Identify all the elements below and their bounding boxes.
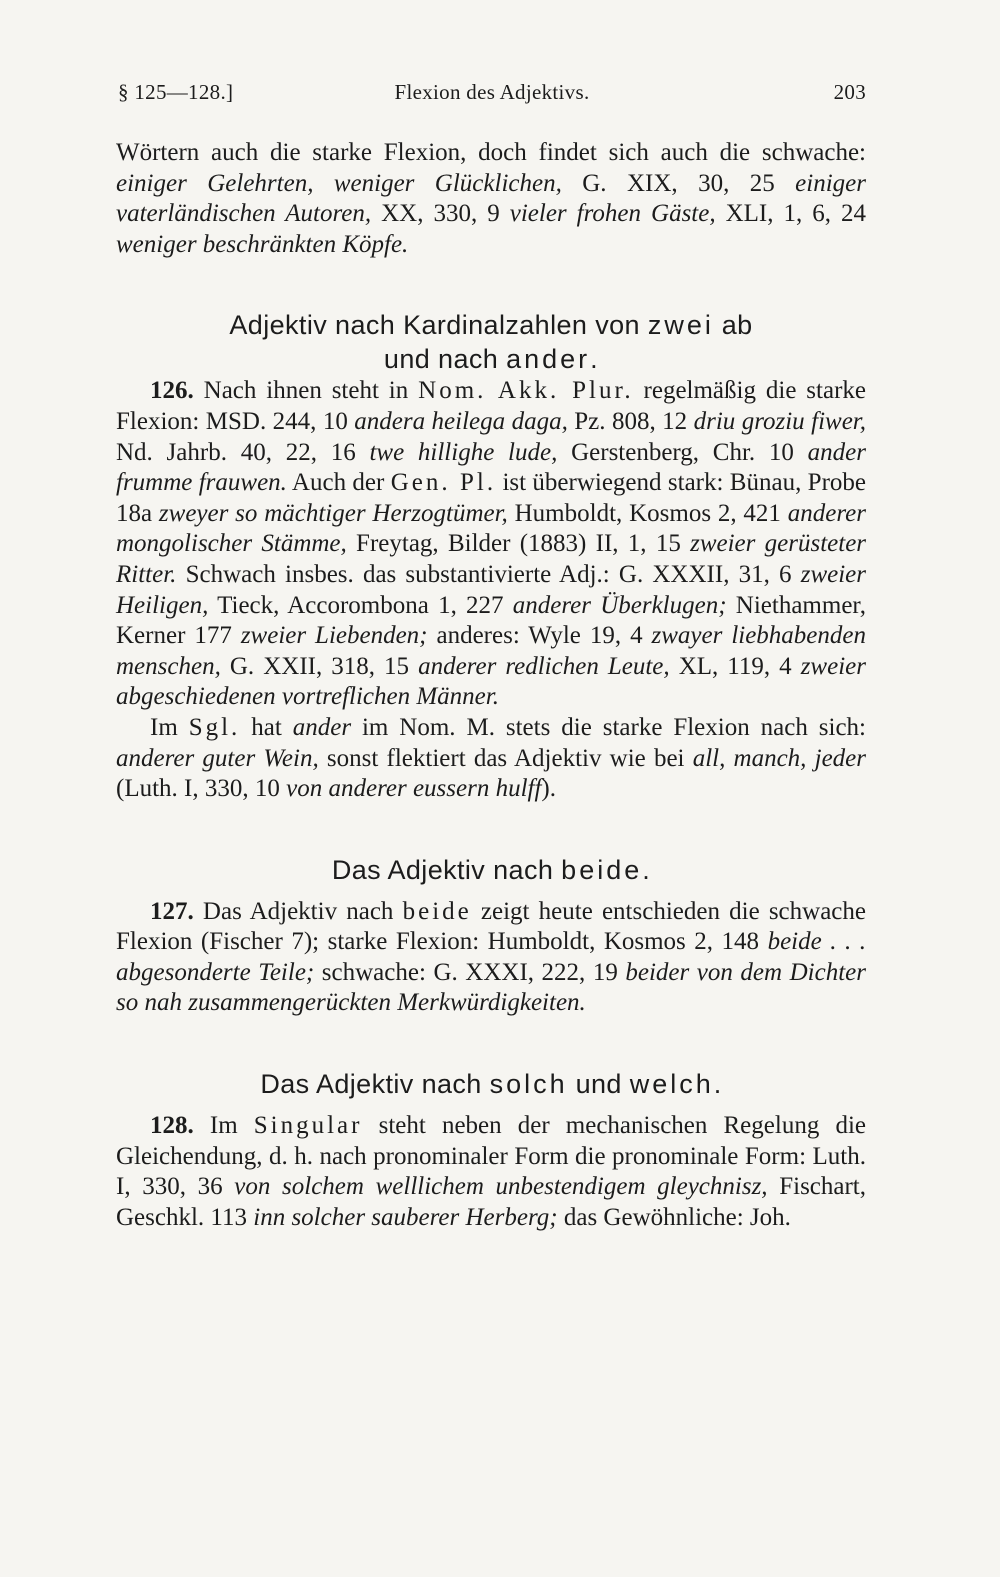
text: XX, 330, 9	[371, 200, 510, 228]
heading-text: .	[713, 1069, 722, 1100]
example: vieler frohen Gäste,	[509, 200, 716, 228]
example: von anderer eussern hulff	[286, 775, 542, 803]
heading-text: Das Adjektiv nach	[331, 854, 562, 885]
example: zwayer liebhabenden menschen,	[116, 622, 866, 680]
text: Fischart, Geschkl. 113	[116, 1173, 867, 1231]
example: anderer Überklugen;	[512, 591, 727, 619]
heading-spaced: beide	[561, 854, 643, 885]
section-126-singular	[116, 713, 866, 805]
heading-kardinalzahlen	[116, 308, 866, 376]
text: sonst flektiert das Adjektiv wie bei	[318, 744, 693, 772]
example: ander	[292, 713, 352, 741]
example: beider von dem Dichter so nah zusammengerückten Merkwürdigkeiten.	[116, 958, 866, 1017]
section-126	[116, 376, 866, 713]
example: anderer mongolischer Stämme,	[116, 499, 866, 558]
text: G. XXII, 318, 15	[220, 652, 419, 680]
example: einiger vaterländischen Autoren,	[116, 169, 866, 228]
paragraph-continuation	[116, 138, 866, 260]
example: anderer redlichen Leute,	[418, 652, 670, 680]
heading-text: Das Adjektiv nach	[260, 1069, 490, 1100]
text: regelmäßig die starke Flexion: MSD. 244, 10	[116, 377, 866, 435]
text: steht neben der mechanischen Regelung die Gleichendung, d. h. nach pronominaler Form die pronominale Form: Luth. I, 330, 36	[116, 1112, 866, 1201]
example: ander frumme frauwen.	[116, 438, 866, 497]
example: inn solcher sauberer Herberg;	[253, 1203, 558, 1231]
text: Das Adjektiv nach	[193, 897, 403, 925]
example: zweier abgeschiedenen vortreflichen Männer.	[116, 652, 866, 711]
example: zweier gerüsteter Ritter.	[116, 530, 867, 588]
heading-text: .	[590, 344, 599, 375]
example: twe hillighe lude,	[369, 438, 558, 466]
text: Humboldt, Kosmos 2, 421	[507, 499, 788, 527]
heading-text: ab	[713, 310, 753, 341]
text: Tieck, Accorombona 1, 227	[208, 591, 513, 619]
text: XLI, 1, 6, 24	[715, 200, 867, 228]
example: einiger Gelehrten, weniger Glücklichen,	[116, 169, 562, 197]
text: Auch der	[286, 469, 391, 497]
text: Nd. Jahrb. 40, 22, 16	[116, 438, 370, 466]
section-range: § 125—128.]	[118, 80, 234, 104]
heading-text: Adjektiv nach Kardinalzahlen von	[229, 310, 648, 341]
example: zweier Heiligen,	[116, 560, 866, 619]
text: Freytag, Bilder (1883) II, 1, 15	[346, 530, 691, 558]
text: im Nom. M. stets die starke Flexion nach sich:	[351, 713, 866, 741]
spaced-text: Nom. Akk. Plur.	[418, 377, 634, 405]
heading-spaced: ander	[506, 344, 591, 375]
heading-spaced: welch	[629, 1069, 714, 1100]
spaced-text: Singular	[253, 1112, 363, 1140]
example: zweier Liebenden;	[240, 622, 428, 650]
text: zeigt heute entschieden die schwache Flexion (Fischer 7); starke Flexion: Humboldt, Kosmos 2, 148	[116, 897, 866, 956]
text: hat	[240, 713, 293, 741]
example: beide . . . abgesonderte Teile;	[116, 928, 867, 986]
text: G. XIX, 30, 25	[561, 169, 796, 197]
text: Nach ihnen steht in	[193, 377, 419, 405]
section-128	[116, 1111, 866, 1233]
example: von solchem welllichem unbestendigem gleychnisz,	[234, 1173, 768, 1201]
running-header	[118, 80, 866, 110]
text: Wörtern auch die starke Flexion, doch findet sich auch die schwache:	[116, 139, 866, 166]
heading-text: und nach	[383, 344, 507, 375]
text: Pz. 808, 12	[567, 407, 694, 435]
text: Niethammer, Kerner 177	[116, 591, 866, 650]
example: anderer guter Wein,	[116, 744, 319, 772]
example: andera heilega daga,	[354, 407, 568, 435]
section-127	[116, 897, 866, 1019]
section-number: 128.	[150, 1112, 194, 1140]
page-number: 203	[833, 80, 866, 104]
example: weniger beschränkten Köpfe.	[116, 230, 409, 258]
text: XL, 119, 4	[669, 652, 801, 680]
section-number: 126.	[150, 377, 194, 405]
running-title: Flexion des Adjektivs.	[394, 80, 590, 104]
heading-text: .	[642, 854, 651, 885]
spaced-text: Sgl.	[188, 713, 241, 741]
section-number: 127.	[150, 897, 194, 925]
spaced-text: Gen. Pl.	[390, 469, 497, 497]
heading-text: und	[567, 1069, 630, 1100]
text: Gerstenberg, Chr. 10	[557, 438, 808, 466]
text: schwache: G. XXXI, 222, 19	[314, 958, 626, 986]
page-body	[116, 138, 866, 1233]
spaced-text: beide	[402, 897, 472, 925]
heading-spaced: zwei	[647, 310, 714, 341]
text: (Luth. I, 330, 10	[116, 775, 287, 803]
example: zweyer so mächtiger Herzogtümer,	[158, 499, 508, 527]
text: ).	[541, 775, 556, 803]
heading-spaced: solch	[489, 1069, 568, 1100]
text: Im	[193, 1112, 254, 1140]
heading-beide	[116, 853, 866, 887]
example: driu groziu fiwer,	[693, 407, 866, 435]
text: anderes: Wyle 19, 4	[427, 622, 652, 650]
text: Schwach insbes. das substantivierte Adj.: G. XXXII, 31, 6	[176, 560, 801, 588]
heading-solch-welch	[116, 1067, 866, 1101]
text: Im	[150, 713, 189, 741]
text: ist überwiegend stark: Bünau, Probe 18a	[116, 469, 866, 527]
example: all, manch, jeder	[692, 744, 866, 772]
text: das Gewöhnliche: Joh.	[557, 1203, 791, 1231]
